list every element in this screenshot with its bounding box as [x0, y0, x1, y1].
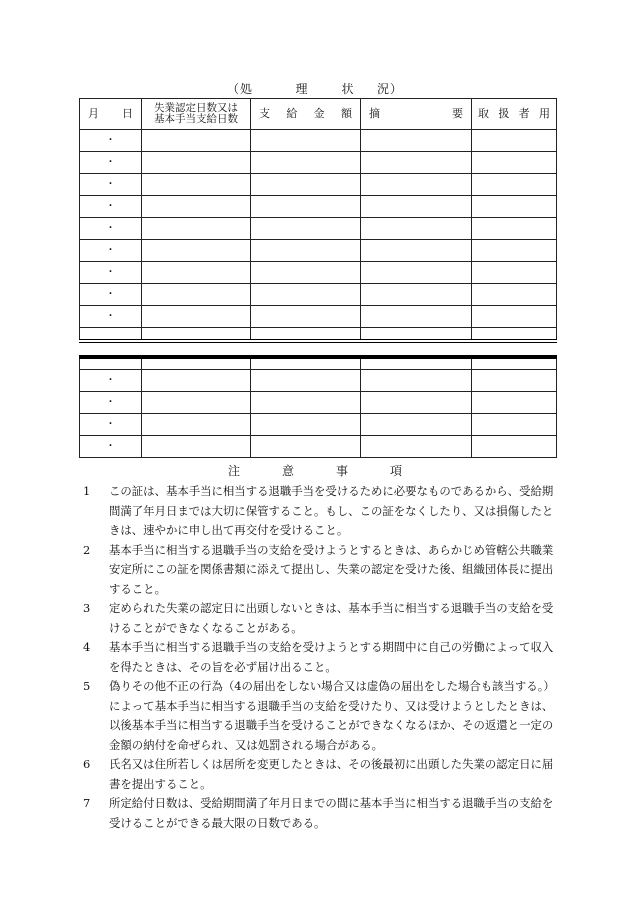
days-cell — [142, 262, 251, 284]
title-close: 況） — [377, 82, 404, 96]
days-cell — [142, 436, 251, 458]
note-item — [83, 482, 559, 541]
table-row — [80, 392, 557, 414]
table-row — [80, 370, 557, 392]
table-row — [80, 174, 557, 196]
header-handler-char: 用 — [538, 107, 550, 120]
table-row-blank — [80, 328, 557, 342]
handler-cell — [472, 392, 557, 414]
amount-cell — [251, 130, 361, 152]
header-handler-char: 扱 — [498, 107, 510, 120]
memo-cell — [361, 196, 472, 218]
table-row — [80, 196, 557, 218]
header-handler-char: 取 — [478, 107, 489, 120]
note-item — [83, 755, 559, 794]
handler-cell — [472, 370, 557, 392]
header-memo — [361, 99, 472, 130]
table-separator — [80, 341, 557, 357]
notes-title-char: 注 — [227, 464, 240, 478]
header-day: 日 — [122, 107, 133, 120]
handler-cell — [472, 174, 557, 196]
days-cell — [142, 218, 251, 240]
days-cell — [142, 370, 251, 392]
amount-cell — [251, 262, 361, 284]
memo-cell — [361, 306, 472, 328]
note-text: 基本手当に相当する退職手当の支給を受けようとする期間中に自己の労働によって収入を得たときは、その旨を必ず届け出ること。 — [109, 640, 554, 674]
header-amount-char: 支 — [259, 107, 270, 120]
note-number: 5 — [83, 679, 91, 693]
note-text: 定められた失業の認定日に出頭しないときは、基本手当に相当する退職手当の支給を受けることができなくなることがある。 — [109, 601, 554, 635]
notes-title — [0, 462, 630, 479]
memo-cell — [361, 174, 472, 196]
date-cell: ・ — [80, 262, 142, 284]
days-cell — [142, 284, 251, 306]
handler-cell — [472, 436, 557, 458]
date-cell: ・ — [80, 392, 142, 414]
table-row — [80, 414, 557, 436]
note-number: 7 — [83, 796, 91, 810]
header-handler — [472, 99, 557, 130]
handler-cell — [472, 306, 557, 328]
note-text: 偽りその他不正の行為（4の届出をしない場合又は虚偽の届出をした場合も該当する。）によって基本手当に相当する退職手当の支給を受けたり、又は受けようとしたときは、以後基本手当に相当する退職手当を受けることができなくなるほか、その返還と一定の金額の納付を命ぜられ、又は処罰される場合がある。 — [109, 679, 555, 752]
note-number: 3 — [83, 601, 91, 615]
table-header-row — [80, 99, 557, 130]
note-text: この証は、基本手当に相当する退職手当を受けるために必要なものであるから、受給期間満了年月日までは大切に保管すること。もし、この証をなくしたり、又は損傷したときは、速やかに申し出て再交付を受けること。 — [109, 484, 554, 537]
date-cell: ・ — [80, 414, 142, 436]
note-item — [83, 677, 559, 755]
memo-cell — [361, 152, 472, 174]
note-number: 6 — [83, 757, 91, 771]
thick-divider — [80, 341, 557, 357]
table-row — [80, 306, 557, 328]
memo-cell — [361, 370, 472, 392]
date-cell: ・ — [80, 130, 142, 152]
amount-cell — [251, 306, 361, 328]
note-number: 2 — [83, 542, 91, 557]
note-item — [83, 638, 559, 677]
header-handler-char: 者 — [518, 107, 530, 120]
memo-cell — [361, 262, 472, 284]
table-row — [80, 284, 557, 306]
days-cell — [142, 306, 251, 328]
header-days-line2: 基本手当支給日数 — [154, 113, 238, 125]
handler-cell — [472, 152, 557, 174]
handler-cell — [472, 284, 557, 306]
days-cell — [142, 392, 251, 414]
amount-cell — [251, 152, 361, 174]
memo-cell — [361, 414, 472, 436]
date-cell: ・ — [80, 174, 142, 196]
note-text: 氏名又は住所若しくは居所を変更したときは、その後最初に出頭した失業の認定日に届書を提出すること。 — [109, 757, 554, 791]
header-days-line1: 失業認定日数又は — [154, 102, 238, 114]
handler-cell — [472, 218, 557, 240]
table-row — [80, 262, 557, 284]
handler-cell — [472, 262, 557, 284]
days-cell — [142, 152, 251, 174]
days-cell — [142, 174, 251, 196]
amount-cell — [251, 414, 361, 436]
days-cell — [142, 240, 251, 262]
date-cell: ・ — [80, 370, 142, 392]
amount-cell — [251, 240, 361, 262]
notes-title-char: 意 — [281, 464, 294, 478]
title-word-1: 理 — [295, 82, 309, 96]
amount-cell — [251, 284, 361, 306]
title-word-2: 状 — [341, 82, 355, 96]
amount-cell — [251, 436, 361, 458]
amount-cell — [251, 392, 361, 414]
header-amount-char: 給 — [286, 107, 298, 120]
handler-cell — [472, 240, 557, 262]
notes-title-char: 項 — [389, 464, 402, 478]
note-number: 4 — [83, 640, 91, 654]
notes-list — [83, 482, 559, 833]
days-cell — [142, 196, 251, 218]
header-amount-char: 額 — [340, 107, 352, 120]
table-row — [80, 240, 557, 262]
table-row — [80, 218, 557, 240]
note-item — [83, 599, 559, 638]
header-month: 月 — [88, 107, 99, 120]
date-cell: ・ — [80, 196, 142, 218]
note-text: 所定給付日数は、受給期間満了年月日までの間に基本手当に相当する退職手当の支給を受けることができる最大限の日数である。 — [109, 796, 554, 830]
date-cell: ・ — [80, 436, 142, 458]
memo-cell — [361, 392, 472, 414]
header-date — [80, 99, 142, 130]
handler-cell — [472, 130, 557, 152]
amount-cell — [251, 174, 361, 196]
section-title-processing-status — [0, 80, 630, 97]
memo-cell — [361, 130, 472, 152]
amount-cell — [251, 218, 361, 240]
table-row-blank — [80, 357, 557, 370]
date-cell: ・ — [80, 218, 142, 240]
days-cell — [142, 414, 251, 436]
title-open: （処 — [226, 82, 253, 96]
header-amount — [251, 99, 361, 130]
note-item — [83, 541, 559, 600]
note-item — [83, 794, 559, 833]
table-row — [80, 152, 557, 174]
memo-cell — [361, 284, 472, 306]
days-cell — [142, 130, 251, 152]
header-memo-left: 摘 — [369, 107, 380, 120]
date-cell: ・ — [80, 284, 142, 306]
date-cell: ・ — [80, 152, 142, 174]
memo-cell — [361, 218, 472, 240]
memo-cell — [361, 240, 472, 262]
notes-title-char: 事 — [335, 464, 348, 478]
handler-cell — [472, 196, 557, 218]
table-row — [80, 130, 557, 152]
amount-cell — [251, 196, 361, 218]
table-row — [80, 436, 557, 458]
header-memo-right: 要 — [452, 107, 463, 120]
processing-status-table — [79, 98, 557, 458]
header-amount-char: 金 — [313, 107, 325, 120]
header-days — [142, 99, 251, 130]
date-cell: ・ — [80, 240, 142, 262]
memo-cell — [361, 436, 472, 458]
note-text: 基本手当に相当する退職手当の支給を受けようとするときは、あらかじめ管轄公共職業安定所にこの証を関係書類に添えて提出し、失業の認定を受けた後、組織団体長に提出すること。 — [109, 542, 554, 596]
date-cell: ・ — [80, 306, 142, 328]
amount-cell — [251, 370, 361, 392]
handler-cell — [472, 414, 557, 436]
note-number: 1 — [83, 484, 91, 498]
